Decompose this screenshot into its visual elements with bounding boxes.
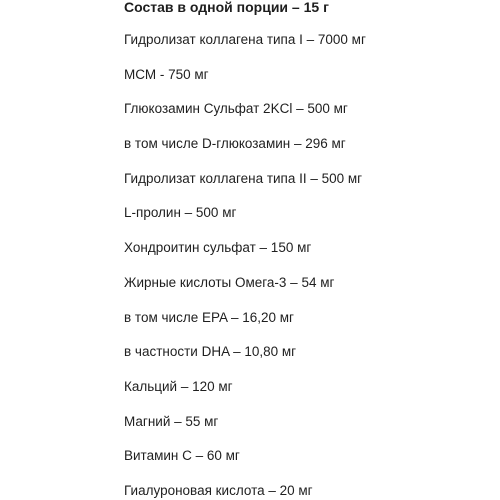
ingredient-item: в частности DHA – 10,80 мг — [124, 344, 297, 360]
ingredient-list — [124, 31, 366, 500]
ingredient-item: Гидролизат коллагена типа I – 7000 мг — [124, 32, 366, 47]
ingredient-item: в том числе EPA – 16,20 мг — [124, 309, 294, 325]
ingredient-item: Магний – 55 мг — [124, 413, 219, 429]
ingredient-item: Кальций – 120 мг — [124, 378, 233, 394]
ingredient-item: Хондроитин сульфат – 150 мг — [124, 240, 312, 256]
ingredient-item: Гиалуроновая кислота – 20 мг — [124, 482, 313, 498]
ingredient-item: в том числе D-глюкозамин – 296 мг — [124, 136, 346, 152]
ingredient-item: Жирные кислоты Омега-3 – 54 мг — [124, 274, 335, 290]
ingredient-item: Глюкозамин Сульфат 2KCl – 500 мг — [124, 101, 348, 117]
ingredient-item: L-пролин – 500 мг — [124, 205, 237, 221]
ingredient-item: Гидролизат коллагена типа II – 500 мг — [124, 170, 363, 186]
composition-title: Состав в одной порции – 15 г — [124, 0, 329, 15]
ingredient-item: МСМ - 750 мг — [124, 66, 209, 82]
ingredient-item: Витамин С – 60 мг — [124, 448, 240, 464]
